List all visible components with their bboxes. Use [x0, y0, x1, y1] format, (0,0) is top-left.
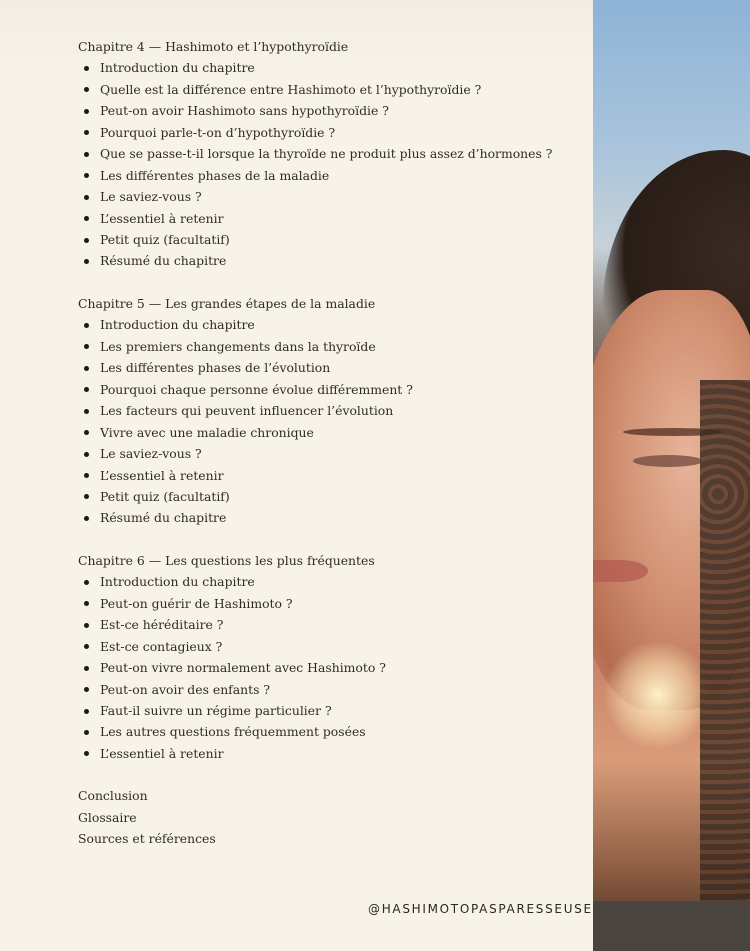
list-item: L’essentiel à retenir	[78, 465, 578, 486]
list-item: Pourquoi parle-t-on d’hypothyroïdie ?	[78, 122, 578, 143]
list-item: Petit quiz (facultatif)	[78, 229, 578, 250]
list-item: L’essentiel à retenir	[78, 743, 578, 764]
chapter-title: Chapitre 4 — Hashimoto et l’hypothyroïdie	[78, 39, 349, 54]
chapter-4	[78, 36, 578, 272]
list-item: Peut-on avoir des enfants ?	[78, 679, 578, 700]
photo-lips	[593, 560, 648, 582]
photo-sunlight	[603, 640, 713, 750]
chapter-title: Chapitre 5 — Les grandes étapes de la maladie	[78, 295, 376, 311]
social-handle: @HASHIMOTOPASPARESSEUSE	[368, 902, 593, 916]
list-item: Résumé du chapitre	[78, 250, 578, 271]
chapter-6	[78, 550, 578, 764]
back-matter	[78, 785, 578, 850]
list-item: L’essentiel à retenir	[78, 208, 578, 229]
list-item: Les différentes phases de la maladie	[78, 165, 578, 186]
list-item: Le saviez-vous ?	[78, 443, 578, 464]
list-item: Les autres questions fréquemment posées	[78, 721, 578, 742]
photo-clothing	[593, 901, 750, 951]
chapter-5	[78, 293, 578, 529]
list-item: Petit quiz (facultatif)	[78, 486, 578, 507]
glossary-entry: Glossaire	[78, 809, 137, 825]
photo-curls	[700, 380, 750, 951]
chapter-items	[78, 314, 578, 529]
table-of-contents	[78, 36, 578, 850]
chapter-items	[78, 571, 578, 764]
list-item: Peut-on avoir Hashimoto sans hypothyroïdie ?	[78, 100, 578, 121]
list-item: Les premiers changements dans la thyroïde	[78, 336, 578, 357]
list-item: Vivre avec une maladie chronique	[78, 422, 578, 443]
list-item: Est-ce héréditaire ?	[78, 614, 578, 635]
list-item: Est-ce contagieux ?	[78, 636, 578, 657]
sources-entry: Sources et références	[78, 831, 216, 847]
list-item: Les différentes phases de l’évolution	[78, 357, 578, 378]
list-item: Introduction du chapitre	[78, 571, 578, 592]
list-item: Pourquoi chaque personne évolue différemment ?	[78, 379, 578, 400]
list-item: Peut-on vivre normalement avec Hashimoto ?	[78, 657, 578, 678]
list-item: Peut-on guérir de Hashimoto ?	[78, 593, 578, 614]
list-item: Introduction du chapitre	[78, 314, 578, 335]
chapter-title: Chapitre 6 — Les questions les plus fréquentes	[78, 552, 375, 568]
chapter-items	[78, 57, 578, 272]
list-item: Quelle est la différence entre Hashimoto et l’hypothyroïdie ?	[78, 79, 578, 100]
list-item: Les facteurs qui peuvent influencer l’évolution	[78, 400, 578, 421]
conclusion-entry: Conclusion	[78, 788, 148, 804]
list-item: Faut-il suivre un régime particulier ?	[78, 700, 578, 721]
list-item: Que se passe-t-il lorsque la thyroïde ne produit plus assez d’hormones ?	[78, 143, 578, 164]
photo-eye	[633, 455, 703, 467]
list-item: Résumé du chapitre	[78, 507, 578, 528]
list-item: Le saviez-vous ?	[78, 186, 578, 207]
portrait-photo	[593, 0, 750, 951]
list-item: Introduction du chapitre	[78, 57, 578, 78]
